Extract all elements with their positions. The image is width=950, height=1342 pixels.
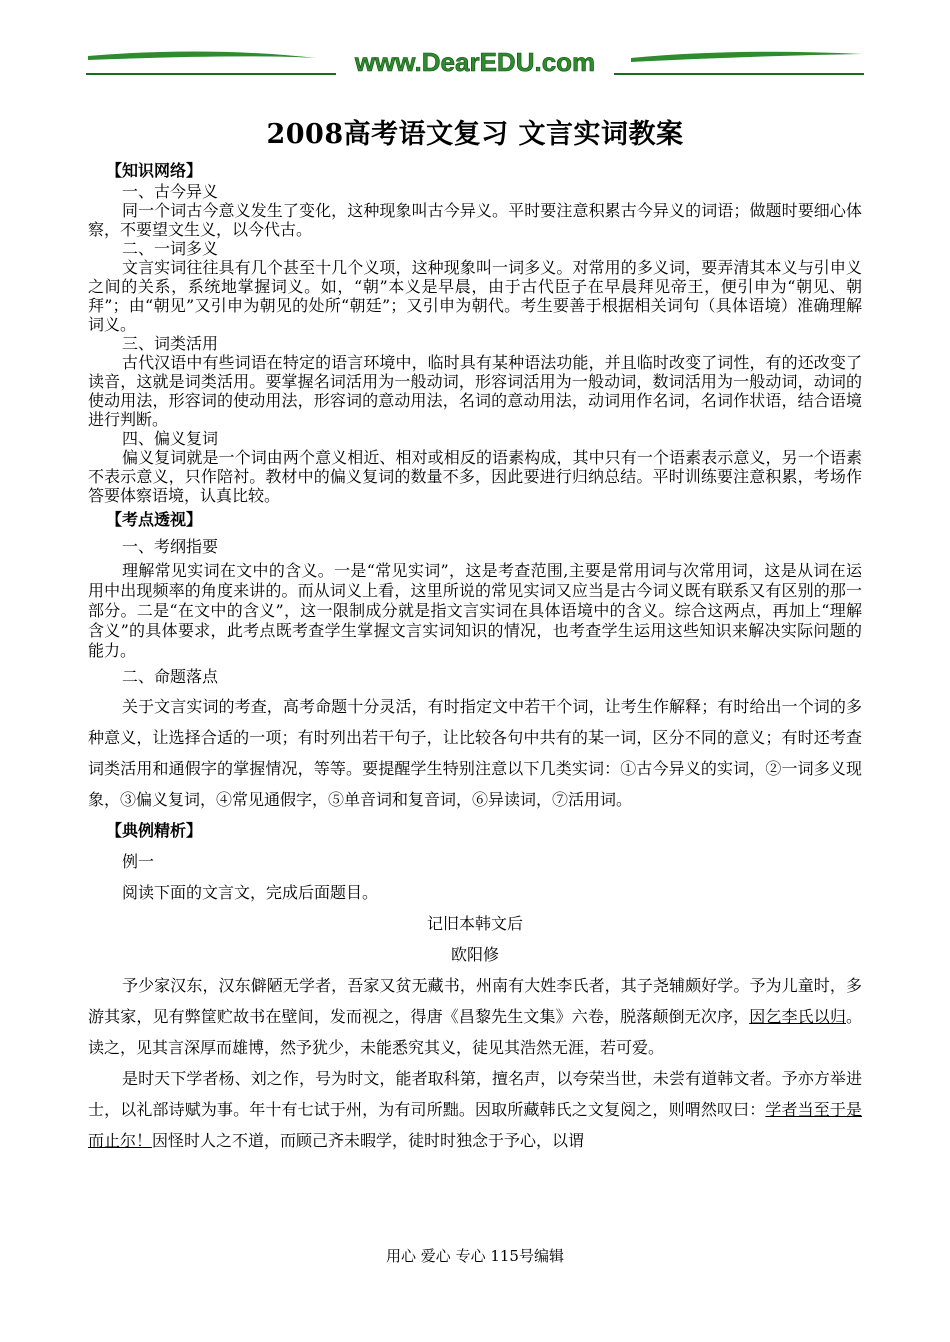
document-body <box>88 118 862 1156</box>
exam-item1-title: 一、考纲指要 <box>122 537 219 556</box>
exam-item2-title: 二、命题落点 <box>122 667 219 686</box>
logo-text: www.DearEDU.com <box>354 47 596 77</box>
text-author: 欧阳修 <box>450 945 499 964</box>
knowledge-item2-body: 文言实词往往具有几个甚至十几个义项，这种现象叫一词多义。对常用的多义词，要弄清其本义与引申义之间的关系，系统地掌握词义。如，“朝”本义是早晨，由于古代臣子在早晨拜见帝王，便引申为“朝见、朝拜”；由“朝见”又引申为朝见的处所“朝廷”；又引申为朝代。考生要善于根据相关词句（具体语境）准确理解词义。 <box>88 258 862 334</box>
site-header <box>86 44 864 84</box>
knowledge-item3-title: 三、词类活用 <box>122 334 219 353</box>
text-title: 记旧本韩文后 <box>426 914 523 933</box>
dearedu-logo <box>86 44 864 84</box>
knowledge-item4-body: 偏义复词就是一个词由两个意义相近、相对或相反的语素构成，其中只有一个语素表示意义，另一个语素不表示意义，只作陪衬。教材中的偏义复词的数量不多，因此要进行归纳总结。平时训练要注意积累，考场作答要体察语境，认真比较。 <box>88 448 862 505</box>
section-heading-exam: 【考点透视】 <box>106 510 203 529</box>
page-title: 2008高考语文复习 文言实词教案 <box>266 119 684 150</box>
underlined-phrase-2: 学者当至于是而止尔！ <box>88 1100 862 1150</box>
knowledge-item1-body: 同一个词古今意义发生了变化，这种现象叫古今异义。平时要注意积累古今异义的词语；做题时要细心体察，不要望文生义，以今代古。 <box>88 201 862 239</box>
knowledge-item3-body: 古代汉语中有些词语在特定的语言环境中，临时具有某种语法功能，并且临时改变了词性，有的还改变了读音，这就是词类活用。要掌握名词活用为一般动词，形容词活用为一般动词，数词活用为一般动词，动词的使动用法，形容词的使动用法，形容词的意动用法，名词的意动用法，动词用作名词，名词作状语，结合语境进行判断。 <box>88 353 862 429</box>
exam-item1-body: 理解常见实词在文中的含义。一是“常见实词”，这是考查范围,主要是常用词与次常用词，这是从词在运用中出现频率的角度来讲的。而从词义上看，这里所说的常见实词又应当是古今词义既有联系又有区别的那一部分。二是“在文中的含义”，这一限制成分就是指文言实词在具体语境中的含义。综合这两点，再加上“理解含义”的具体要求，此考点既考查学生掌握文言实词知识的情况，也考查学生运用这些知识来解决实际问题的能力。 <box>88 561 862 660</box>
example-title: 例一 <box>122 852 155 871</box>
left-swoosh-icon <box>88 51 316 60</box>
knowledge-item2-title: 二、一词多义 <box>122 239 219 258</box>
knowledge-item4-title: 四、偏义复词 <box>122 429 219 448</box>
knowledge-item1-title: 一、古今异义 <box>122 182 219 201</box>
page-footer: 用心 爱心 专心 115号编辑 <box>386 1247 564 1265</box>
exam-item2-body: 关于文言实词的考查，高考命题十分灵活，有时指定文中若干个词，让考生作解释；有时给出一个词的多种意义，让选择合适的一项；有时列出若干句子，让比较各句中共有的某一词，区分不同的意义；有时还考查词类活用和通假字的掌握情况，等等。要提醒学生特别注意以下几类实词：①古今异义的实词，②一词多义现象，③偏义复词，④常见通假字，⑤单音词和复音词，⑥异读词，⑦活用词。 <box>88 697 862 809</box>
text-paragraph-1: 予少家汉东，汉东僻陋无学者，吾家又贫无藏书，州南有大姓李氏者，其子尧辅颇好学。予为儿童时，多游其家，见有弊筐贮故书在壁间，发而视之，得唐《昌黎先生文集》六卷，脱落颠倒无次序，因乞李氏以归。读之，见其言深厚而雄博，然予犹少，未能悉究其义，徒见其浩然无涯，若可爱。 <box>88 976 862 1057</box>
text-paragraph-2: 是时天下学者杨、刘之作，号为时文，能者取科第，擅名声，以夸荣当世，未尝有道韩文者。予亦方举进士，以礼部诗赋为事。年十有七试于州，为有司所黜。因取所藏韩氏之文复阅之，则喟然叹曰：学者当至于是而止尔！因怪时人之不道，而顾己齐未暇学，徒时时独念于予心，以谓 <box>88 1069 862 1150</box>
example-instruction: 阅读下面的文言文，完成后面题目。 <box>122 883 379 902</box>
underlined-phrase-1: 因乞李氏以归 <box>749 1007 846 1026</box>
right-swoosh-icon <box>631 52 862 62</box>
section-heading-examples: 【典例精析】 <box>106 821 203 840</box>
section-heading-knowledge: 【知识网络】 <box>106 161 203 180</box>
